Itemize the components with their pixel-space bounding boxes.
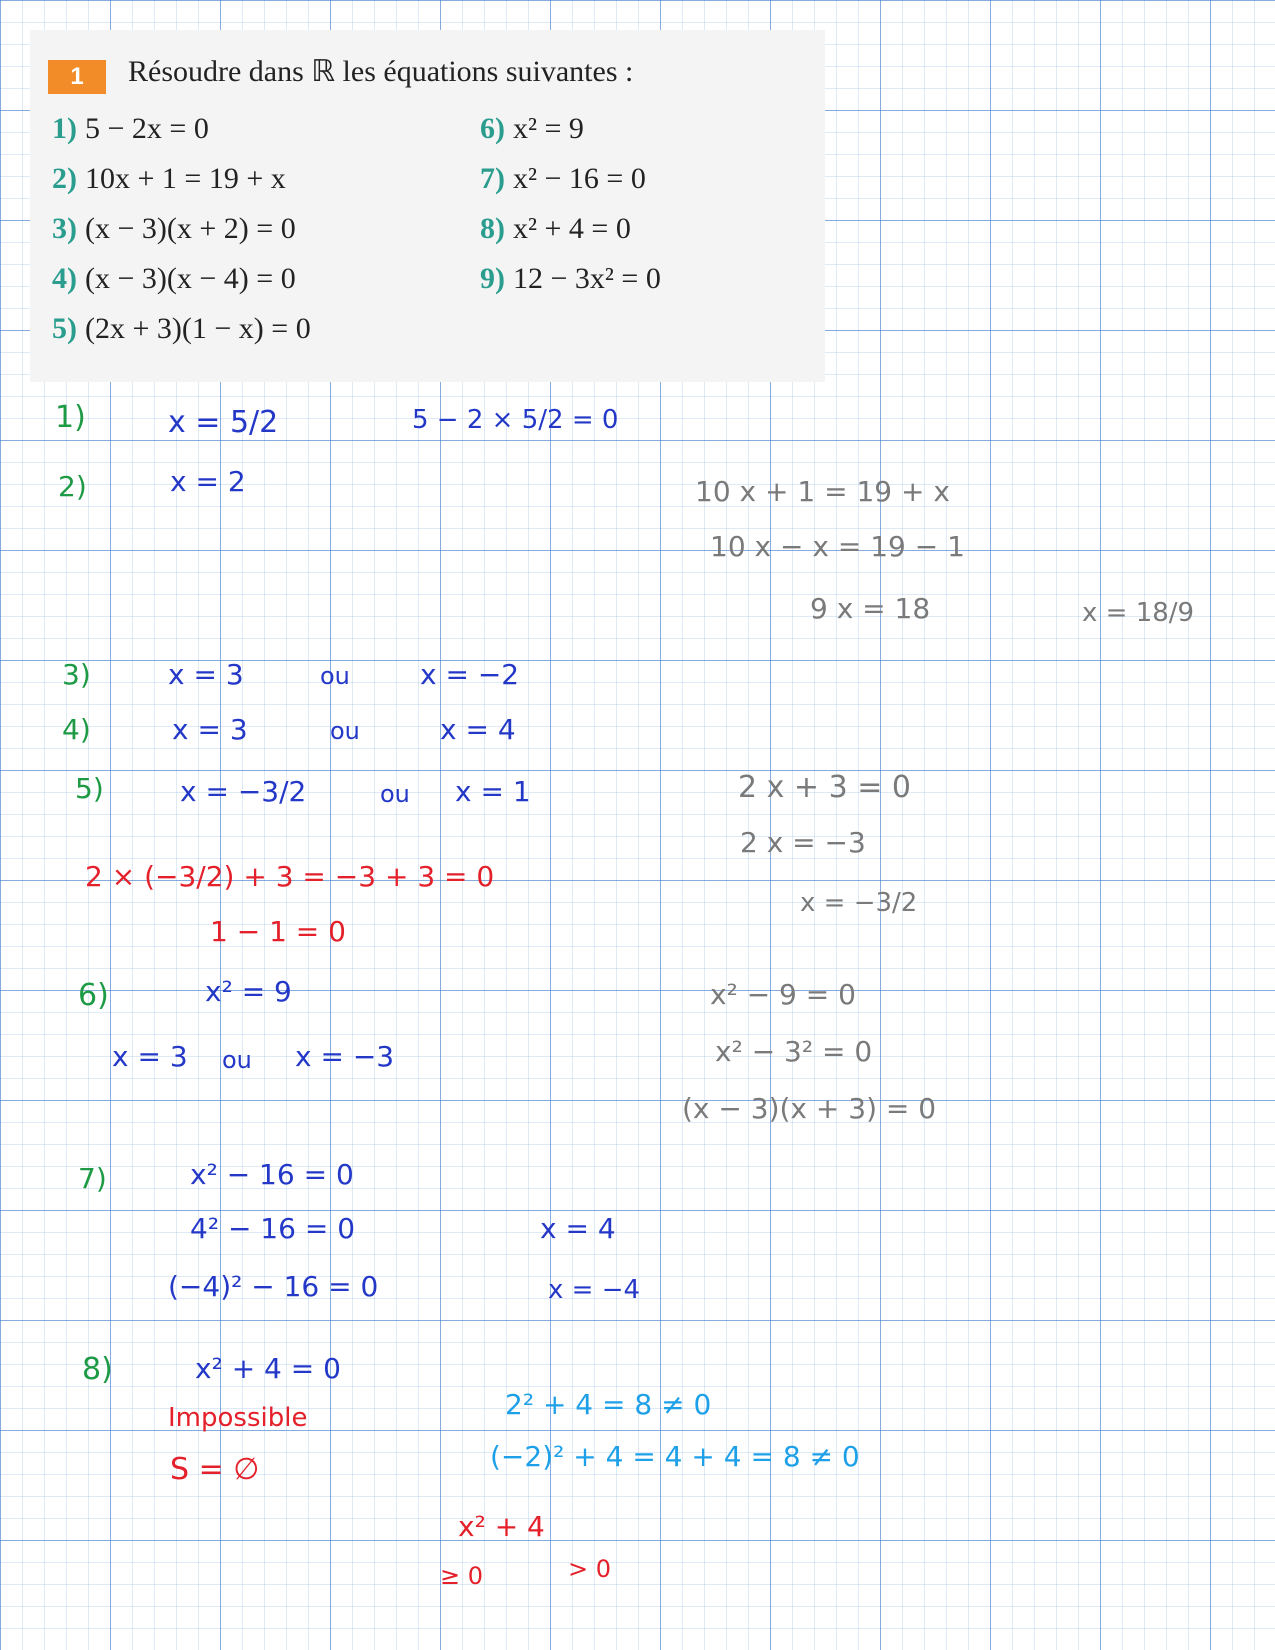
check-text: 1 − 1 = 0: [210, 915, 346, 948]
equation-item: 1) 5 − 2x = 0: [52, 112, 209, 145]
equation-item: 2) 10x + 1 = 19 + x: [52, 162, 286, 195]
work-line: x = 18/9: [1082, 598, 1195, 628]
impossible-text: Impossible: [168, 1403, 308, 1433]
work-line: 2 x + 3 = 0: [738, 770, 911, 805]
work-line: x² − 9 = 0: [710, 978, 856, 1011]
solution-label: 3): [62, 658, 91, 691]
work-line: 2 x = −3: [740, 826, 866, 859]
equation-item: 5) (2x + 3)(1 − x) = 0: [52, 312, 311, 345]
or-text: ou: [330, 717, 360, 745]
solution-label: 1): [55, 400, 86, 435]
work-line: 4² − 16 = 0: [190, 1212, 356, 1245]
equation-item: 8) x² + 4 = 0: [480, 212, 631, 245]
check-text: 5 − 2 × 5/2 = 0: [412, 405, 619, 435]
or-text: ou: [222, 1046, 252, 1074]
exercise-title: Résoudre dans ℝ les équations suivantes :: [128, 55, 634, 88]
answer-text: x = 4: [440, 713, 516, 746]
answer-text: x = 2: [170, 465, 246, 498]
check-text: 2² + 4 = 8 ≠ 0: [505, 1388, 712, 1421]
equation-item: 3) (x − 3)(x + 2) = 0: [52, 212, 296, 245]
solution-label: 7): [78, 1162, 107, 1195]
or-text: ou: [380, 780, 410, 808]
sign-annotation: > 0: [568, 1555, 612, 1583]
answer-text: x = 3: [112, 1040, 188, 1073]
solution-label: 4): [62, 713, 91, 746]
equation-text: x² + 4 = 0: [195, 1352, 341, 1385]
solution-label: 6): [78, 978, 109, 1013]
work-line: x = −3/2: [800, 888, 918, 918]
work-line: 10 x + 1 = 19 + x: [695, 475, 950, 508]
or-text: ou: [320, 662, 350, 690]
work-line: (−4)² − 16 = 0: [168, 1270, 379, 1303]
work-line: (x − 3)(x + 3) = 0: [682, 1092, 937, 1125]
check-text: (−2)² + 4 = 4 + 4 = 8 ≠ 0: [490, 1440, 860, 1473]
equation-item: 4) (x − 3)(x − 4) = 0: [52, 262, 296, 295]
answer-text: x = 5/2: [168, 405, 279, 440]
answer-text: x = 4: [540, 1212, 616, 1245]
answer-text: x = −3: [295, 1040, 395, 1073]
answer-text: x = 1: [455, 775, 531, 808]
answer-text: x = −4: [548, 1275, 641, 1305]
equation-item: 6) x² = 9: [480, 112, 584, 145]
work-line: x² − 16 = 0: [190, 1158, 354, 1191]
sign-expression: x² + 4: [458, 1510, 545, 1543]
solution-label: 5): [75, 772, 104, 805]
answer-text: x = −3/2: [180, 775, 307, 808]
exercise-number-badge: 1: [48, 60, 106, 94]
answer-text: x = −2: [420, 658, 520, 691]
answer-text: x = 3: [168, 658, 244, 691]
sign-annotation: ≥ 0: [440, 1562, 484, 1590]
check-text: 2 × (−3/2) + 3 = −3 + 3 = 0: [85, 860, 495, 893]
equation-text: x² = 9: [205, 975, 292, 1008]
solution-label: 8): [82, 1352, 113, 1387]
solution-set: S = ∅: [170, 1452, 260, 1487]
work-line: 10 x − x = 19 − 1: [710, 530, 965, 563]
answer-text: x = 3: [172, 713, 248, 746]
work-line: x² − 3² = 0: [715, 1035, 873, 1068]
exercise-box: [30, 30, 825, 382]
equation-item: 9) 12 − 3x² = 0: [480, 262, 661, 295]
work-line: 9 x = 18: [810, 592, 931, 625]
solution-label: 2): [58, 470, 87, 503]
equation-item: 7) x² − 16 = 0: [480, 162, 646, 195]
